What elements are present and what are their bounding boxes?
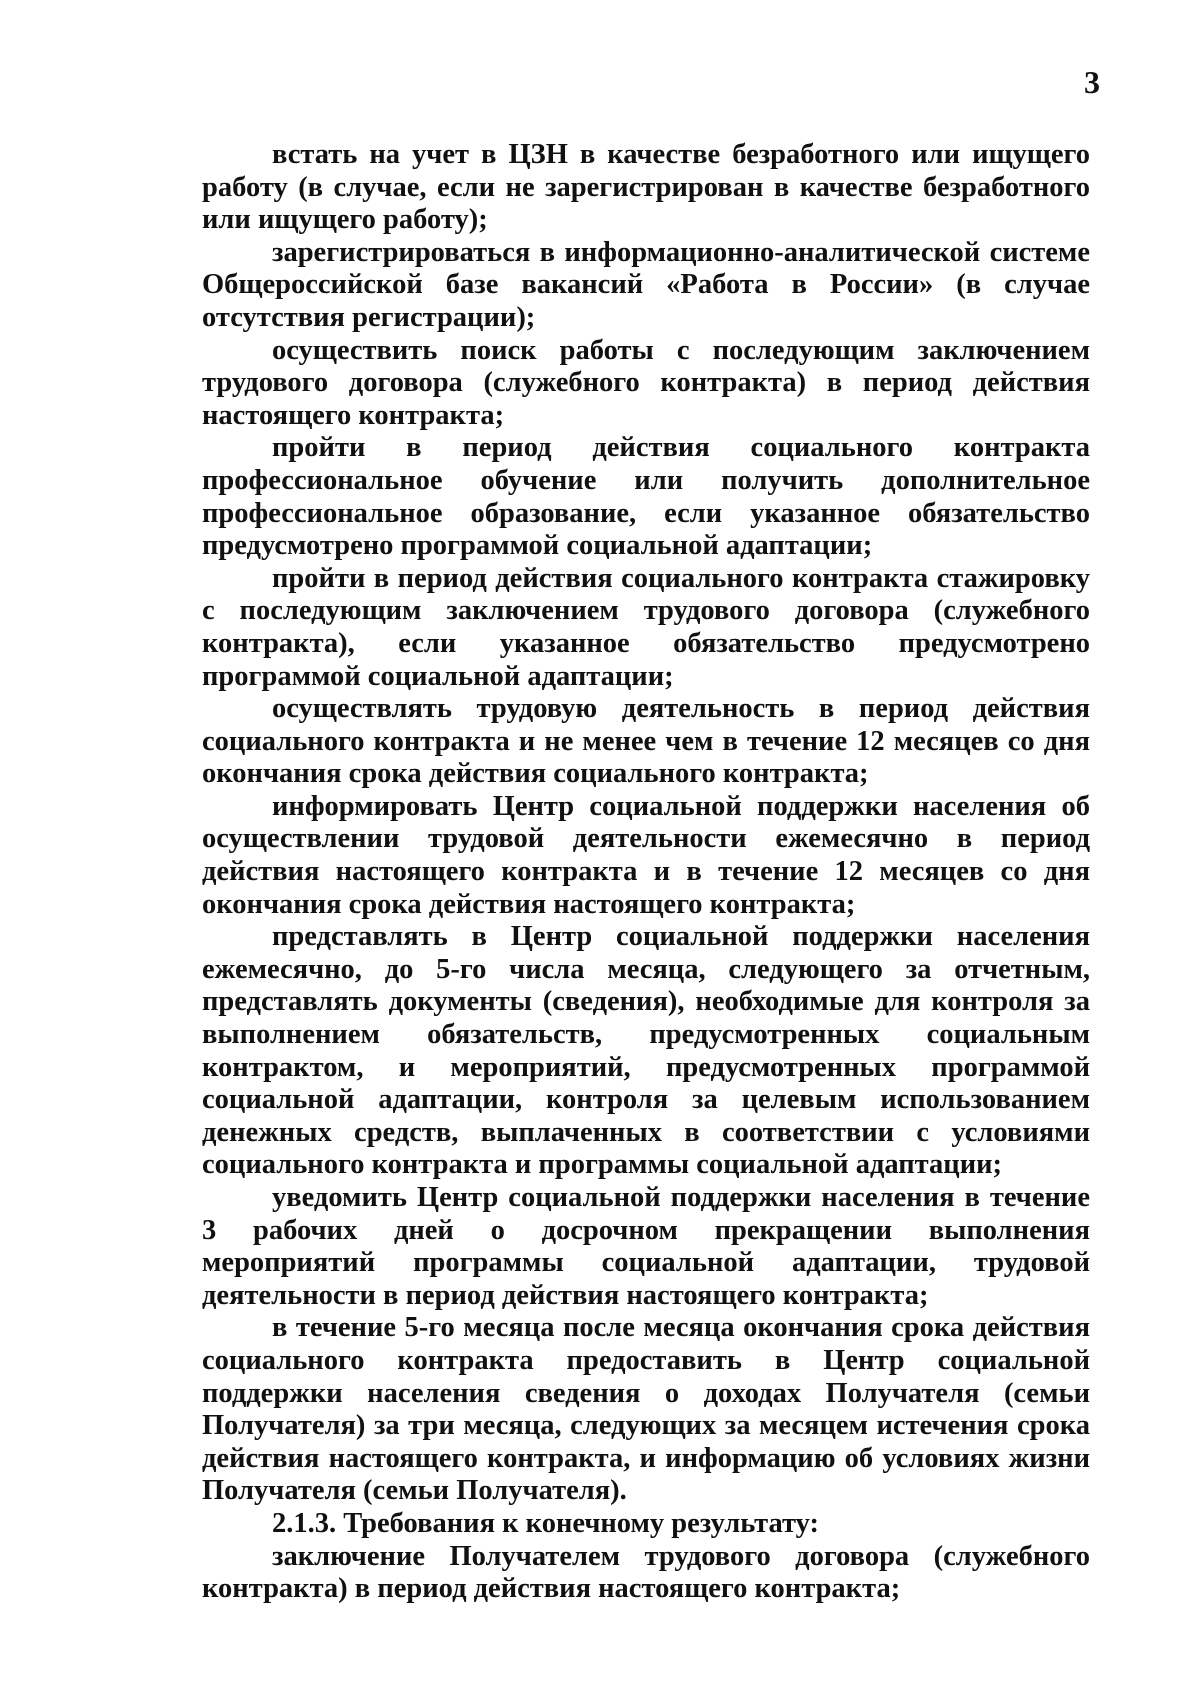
paragraph: пройти в период действия социального контракта стажировку с последующим заключением трудового договора (служебного контракта), если указанное обязательство предусмотрено программой социальной адаптации; — [202, 562, 1090, 692]
paragraph: представлять в Центр социальной поддержки населения ежемесячно, до 5-го числа месяца, следующего за отчетным, представлять документы (сведения), необходимые для контроля за выполнением обязательств, предусмотренных социальным контрактом, и мероприятий, предусмотренных программой социальной адаптации, контроля за целевым использованием денежных средств, выплаченных в соответствии с условиями социального контракта и программы социальной адаптации; — [202, 921, 1090, 1181]
section-heading: 2.1.3. Требования к конечному результату: — [272, 1507, 820, 1539]
paragraph: пройти в период действия социального контракта профессиональное обучение или получить дополнительное профессиональное образование, если указанное обязательство предусмотрено программой социальной адаптации; — [202, 432, 1090, 562]
paragraph: осуществлять трудовую деятельность в период действия социального контракта и не менее чем в течение 12 месяцев со дня окончания срока действия социального контракта; — [202, 693, 1090, 790]
page-number: 3 — [1084, 64, 1100, 100]
paragraph: заключение Получателем трудового договора (служебного контракта) в период действия настоящего контракта; — [202, 1540, 1090, 1605]
paragraph: уведомить Центр социальной поддержки населения в течение 3 рабочих дней о досрочном прекращении выполнения мероприятий программы социальной адаптации, трудовой деятельности в период действия настоящего контракта; — [202, 1182, 1090, 1311]
paragraph: в течение 5-го месяца после месяца окончания срока действия социального контракта предоставить в Центр социальной поддержки населения сведения о доходах Получателя (семьи Получателя) за три месяца, следующих за месяцем истечения срока действия настоящего контракта, и информацию об условиях жизни Получателя (семьи Получателя). — [202, 1312, 1090, 1507]
paragraph: встать на учет в ЦЗН в качестве безработного или ищущего работу (в случае, если не зарегистрирован в качестве безработного или ищущего работу); — [202, 139, 1090, 236]
paragraph: зарегистрироваться в информационно-аналитической системе Общероссийской базе вакансий «Работа в России» (в случае отсутствия регистрации); — [202, 236, 1090, 333]
document-body — [202, 139, 1090, 1606]
paragraph: осуществить поиск работы с последующим заключением трудового договора (служебного контракта) в период действия настоящего контракта; — [202, 334, 1090, 431]
paragraph: информировать Центр социальной поддержки населения об осуществлении трудовой деятельности ежемесячно в период действия настоящего контракта и в течение 12 месяцев со дня окончания срока действия настоящего контракта; — [202, 790, 1090, 920]
